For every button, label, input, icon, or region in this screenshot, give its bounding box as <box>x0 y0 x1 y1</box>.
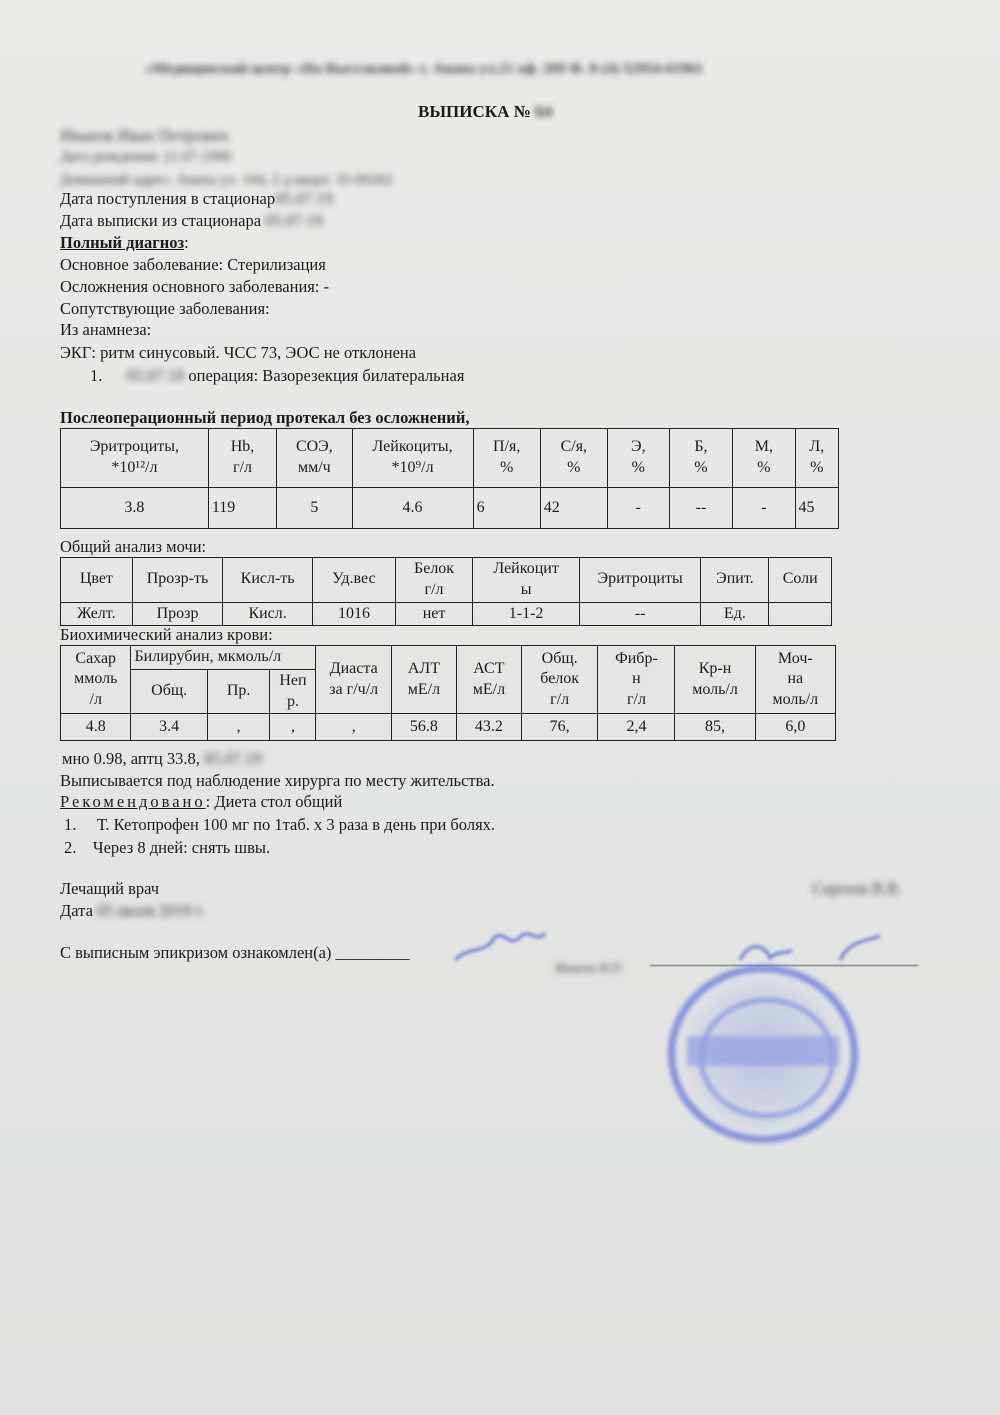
value-cell: 4.8 <box>61 714 131 741</box>
header-cell: Уд.вес <box>312 558 395 603</box>
doctor-name: Сергеев В.В. <box>812 879 903 898</box>
diagnosis-heading: Полный диагноз: <box>60 233 189 252</box>
value-cell: 1016 <box>312 602 395 626</box>
signature-name: Иванов И.П. <box>555 960 625 975</box>
signature-patient <box>450 925 550 970</box>
value-cell: , <box>207 714 270 741</box>
value-cell: 3.4 <box>131 714 207 741</box>
bilirubin-header: Билирубин, мкмоль/л <box>131 646 316 670</box>
value-cell: 119 <box>208 488 276 529</box>
value-cell: 56.8 <box>391 714 456 741</box>
header-cell: Лейкоцит ы <box>473 558 580 603</box>
table-header-row <box>61 646 836 670</box>
value-cell: 3.8 <box>61 488 209 529</box>
value-cell: 4.6 <box>352 488 473 529</box>
header-cell: Соли <box>769 558 832 603</box>
value-cell: Желт. <box>61 602 133 626</box>
value-cell: - <box>733 488 795 529</box>
header-cell: Эритроциты <box>579 558 700 603</box>
header-cell: П/я, % <box>473 429 540 488</box>
value-cell: 6,0 <box>755 714 835 741</box>
anamnesis: Из анамнеза: <box>60 320 152 339</box>
recommendation-item: 1. Т. Кетопрофен 100 мг по 1таб. х 3 раза в день при болях. <box>64 815 496 834</box>
header-cell: Л, % <box>795 429 838 488</box>
table-row <box>61 488 839 529</box>
value-cell: 76, <box>521 714 598 741</box>
header-cell: Эритроциты, *10¹²/л <box>61 429 209 488</box>
postop-period: Послеоперационный период протекал без осложнений, <box>60 408 470 427</box>
value-cell: 2,4 <box>598 714 675 741</box>
header-cell: АСТ мЕ/л <box>456 646 521 714</box>
patient-address: Домашний адрес: Анапа ул. 104, 2 д кварт. 35-00262 <box>60 172 394 188</box>
value-cell: 45 <box>795 488 838 529</box>
value-cell: -- <box>669 488 732 529</box>
value-cell: 5 <box>277 488 352 529</box>
header-cell: АЛТ мЕ/л <box>391 646 456 714</box>
recommendation-line: Рекомендовано: Диета стол общий <box>60 792 343 811</box>
discharge-date-line: Дата выписки из стационара 05.07.19 <box>60 211 323 230</box>
recommendation-item: 2. Через 8 дней: снять швы. <box>64 838 271 857</box>
header-cell: Общ. белок г/л <box>521 646 598 714</box>
header-cell: Б, % <box>669 429 732 488</box>
doctor-label: Лечащий врач <box>60 879 160 898</box>
header-cell: Лейкоциты, *10⁹/л <box>352 429 473 488</box>
value-cell: 43.2 <box>456 714 521 741</box>
table-row <box>61 714 836 741</box>
patient-birth: Дата рождения: 21.07.1990 <box>60 149 232 165</box>
header-cell: Неп р. <box>270 669 316 714</box>
header-cell: Кр-н моль/л <box>675 646 755 714</box>
header-cell: Э, % <box>607 429 669 488</box>
header-cell: Hb, г/л <box>208 429 276 488</box>
institution-header: «Медицинский центр «На Выселковой» г. Анапа ул.21 оф. 209 Ф. 8-(4) 52954-61961 <box>145 61 704 77</box>
value-cell: Прозр <box>132 602 223 626</box>
header-cell: Фибр- н г/л <box>598 646 675 714</box>
urine-analysis-table <box>60 557 832 626</box>
patient-name: Иванов Иван Петрович <box>60 126 229 145</box>
concomitant-diseases: Сопутствующие заболевания: <box>60 299 270 318</box>
header-cell: СОЭ, мм/ч <box>277 429 352 488</box>
acquainted-line: С выписным эпикризом ознакомлен(а) _________ <box>60 943 410 962</box>
table-row <box>61 602 832 626</box>
complications: Осложнения основного заболевания: - <box>60 277 330 296</box>
value-cell: нет <box>395 602 472 626</box>
header-cell: Цвет <box>61 558 133 603</box>
urine-label: Общий анализ мочи: <box>60 537 207 556</box>
admission-date-line: Дата поступления в стационар05.07.19 <box>60 189 333 208</box>
header-cell: Общ. <box>131 669 207 714</box>
table-header-row <box>61 429 839 488</box>
value-cell: 1-1-2 <box>473 602 580 626</box>
value-cell: Кисл. <box>223 602 313 626</box>
date-line: Дата 05 июля 2019 г. <box>60 901 205 920</box>
header-cell: С/я, % <box>540 429 607 488</box>
header-cell: М, % <box>733 429 795 488</box>
value-cell: 42 <box>540 488 607 529</box>
header-cell: Кисл-ть <box>223 558 313 603</box>
discharge-note: Выписывается под наблюдение хирурга по месту жительства. <box>60 771 495 790</box>
biochem-table <box>60 645 836 741</box>
value-cell <box>769 602 832 626</box>
header-cell: Диаста за г/ч/л <box>316 646 391 714</box>
header-cell: Пр. <box>207 669 270 714</box>
header-cell: Моч- на моль/л <box>755 646 835 714</box>
biochem-label: Биохимический анализ крови: <box>60 625 273 644</box>
seal-stamp <box>668 965 858 1143</box>
value-cell: -- <box>579 602 700 626</box>
ecg: ЭКГ: ритм синусовый. ЧСС 73, ЭОС не отклонена <box>60 343 417 362</box>
sugar-header: Сахар ммоль /л <box>61 646 131 714</box>
header-cell: Прозр-ть <box>132 558 223 603</box>
header-cell: Эпит. <box>701 558 769 603</box>
value-cell: - <box>607 488 669 529</box>
blood-analysis-table <box>60 428 839 529</box>
table-header-row <box>61 558 832 603</box>
value-cell: 85, <box>675 714 755 741</box>
coagulation-line: мно 0.98, аптц 33.8, 05.07.19 <box>62 749 262 768</box>
value-cell: , <box>316 714 391 741</box>
value-cell: Ед. <box>701 602 769 626</box>
operation-line: 1. 05.07.19 операция: Вазорезекция билатеральная <box>90 366 465 385</box>
value-cell: , <box>270 714 316 741</box>
document-title: ВЫПИСКА № 64 <box>418 102 552 121</box>
value-cell: 6 <box>473 488 540 529</box>
main-disease: Основное заболевание: Стерилизация <box>60 255 326 274</box>
header-cell: Белок г/л <box>395 558 472 603</box>
